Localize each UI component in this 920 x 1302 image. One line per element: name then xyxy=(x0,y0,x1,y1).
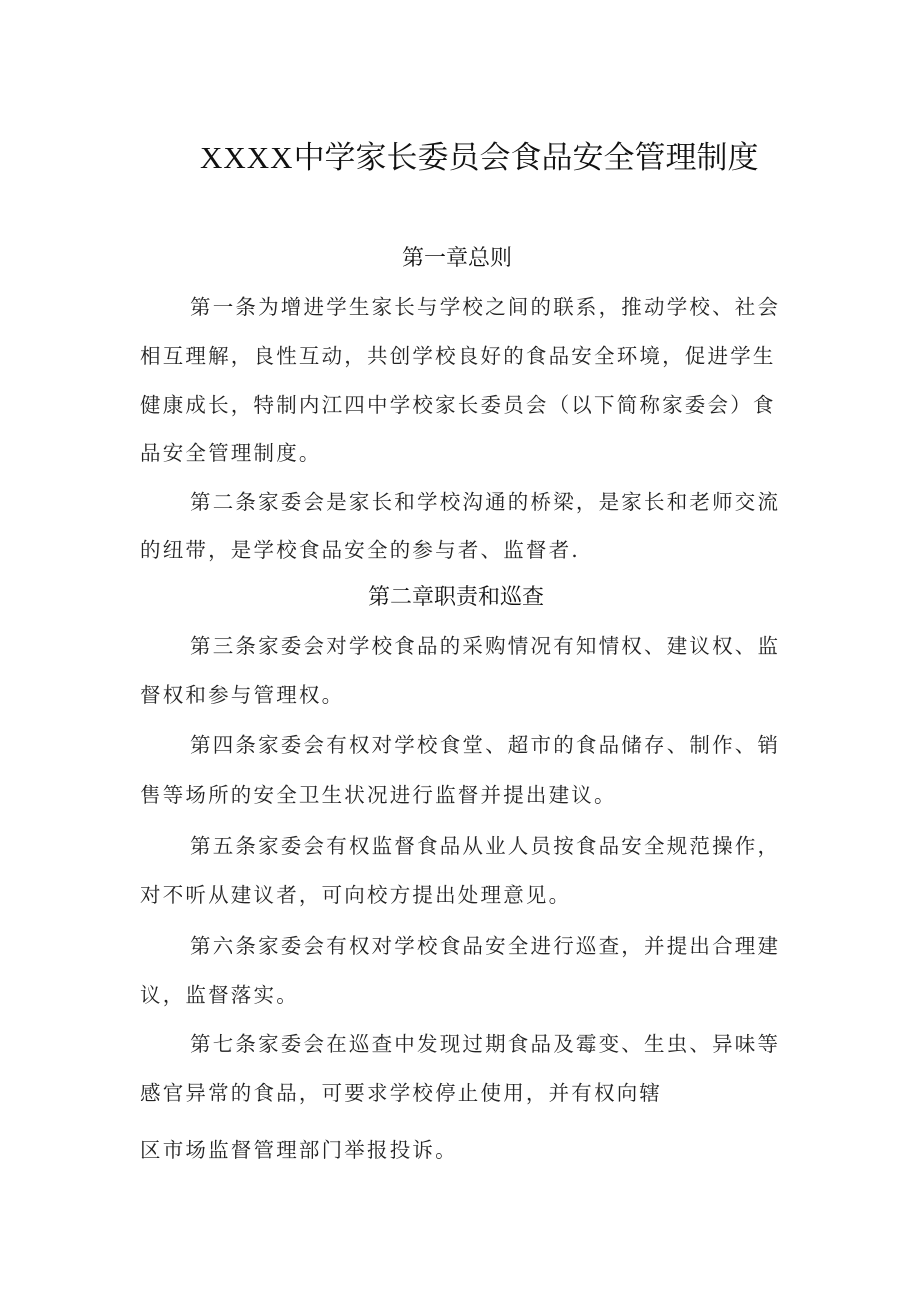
chapter-heading: 第二章职责和巡查 xyxy=(368,585,545,610)
paragraph-line: 第三条家委会对学校食品的采购情况有知情权、建议权、监 xyxy=(190,634,781,658)
paragraph-line: 第四条家委会有权对学校食堂、超市的食品储存、制作、销 xyxy=(190,733,781,757)
paragraph-line: 健康成长，特制内江四中学校家长委员会（以下简称家委会）食 xyxy=(140,393,776,417)
paragraph-line: 第七条家委会在巡查中发现过期食品及霉变、生虫、异味等 xyxy=(190,1032,781,1056)
paragraph-line: 第一条为增进学生家长与学校之间的联系，推动学校、社会 xyxy=(190,295,781,319)
paragraph-line: 区市场监督管理部门举报投诉。 xyxy=(140,1138,458,1162)
paragraph-line: 第五条家委会有权监督食品从业人员按食品安全规范操作， xyxy=(190,834,781,858)
document-title-prefix: XXXX xyxy=(200,140,294,175)
chapter-heading: 第一章总则 xyxy=(402,246,513,271)
paragraph-line: 第二条家委会是家长和学校沟通的桥梁，是家长和老师交流 xyxy=(190,490,781,514)
paragraph-line: 对不听从建议者，可向校方提出处理意见。 xyxy=(140,883,572,907)
paragraph-line: 感官异常的食品，可要求学校停止使用，并有权向辖 xyxy=(140,1081,663,1105)
paragraph-line: 售等场所的安全卫生状况进行监督并提出建议。 xyxy=(140,783,617,807)
paragraph-line: 督权和参与管理权。 xyxy=(140,683,345,707)
paragraph-line: 议，监督落实。 xyxy=(140,983,299,1007)
document-title xyxy=(200,136,800,180)
paragraph-line: 相互理解，良性互动，共创学校良好的食品安全环境，促进学生 xyxy=(140,344,776,368)
paragraph-line: 的纽带，是学校食品安全的参与者、监督者. xyxy=(140,538,581,562)
paragraph-line: 品安全管理制度。 xyxy=(140,441,322,465)
document-title-main: 中学家长委员会食品安全管理制度 xyxy=(293,140,759,176)
paragraph-line: 第六条家委会有权对学校食品安全进行巡查，并提出合理建 xyxy=(190,934,781,958)
